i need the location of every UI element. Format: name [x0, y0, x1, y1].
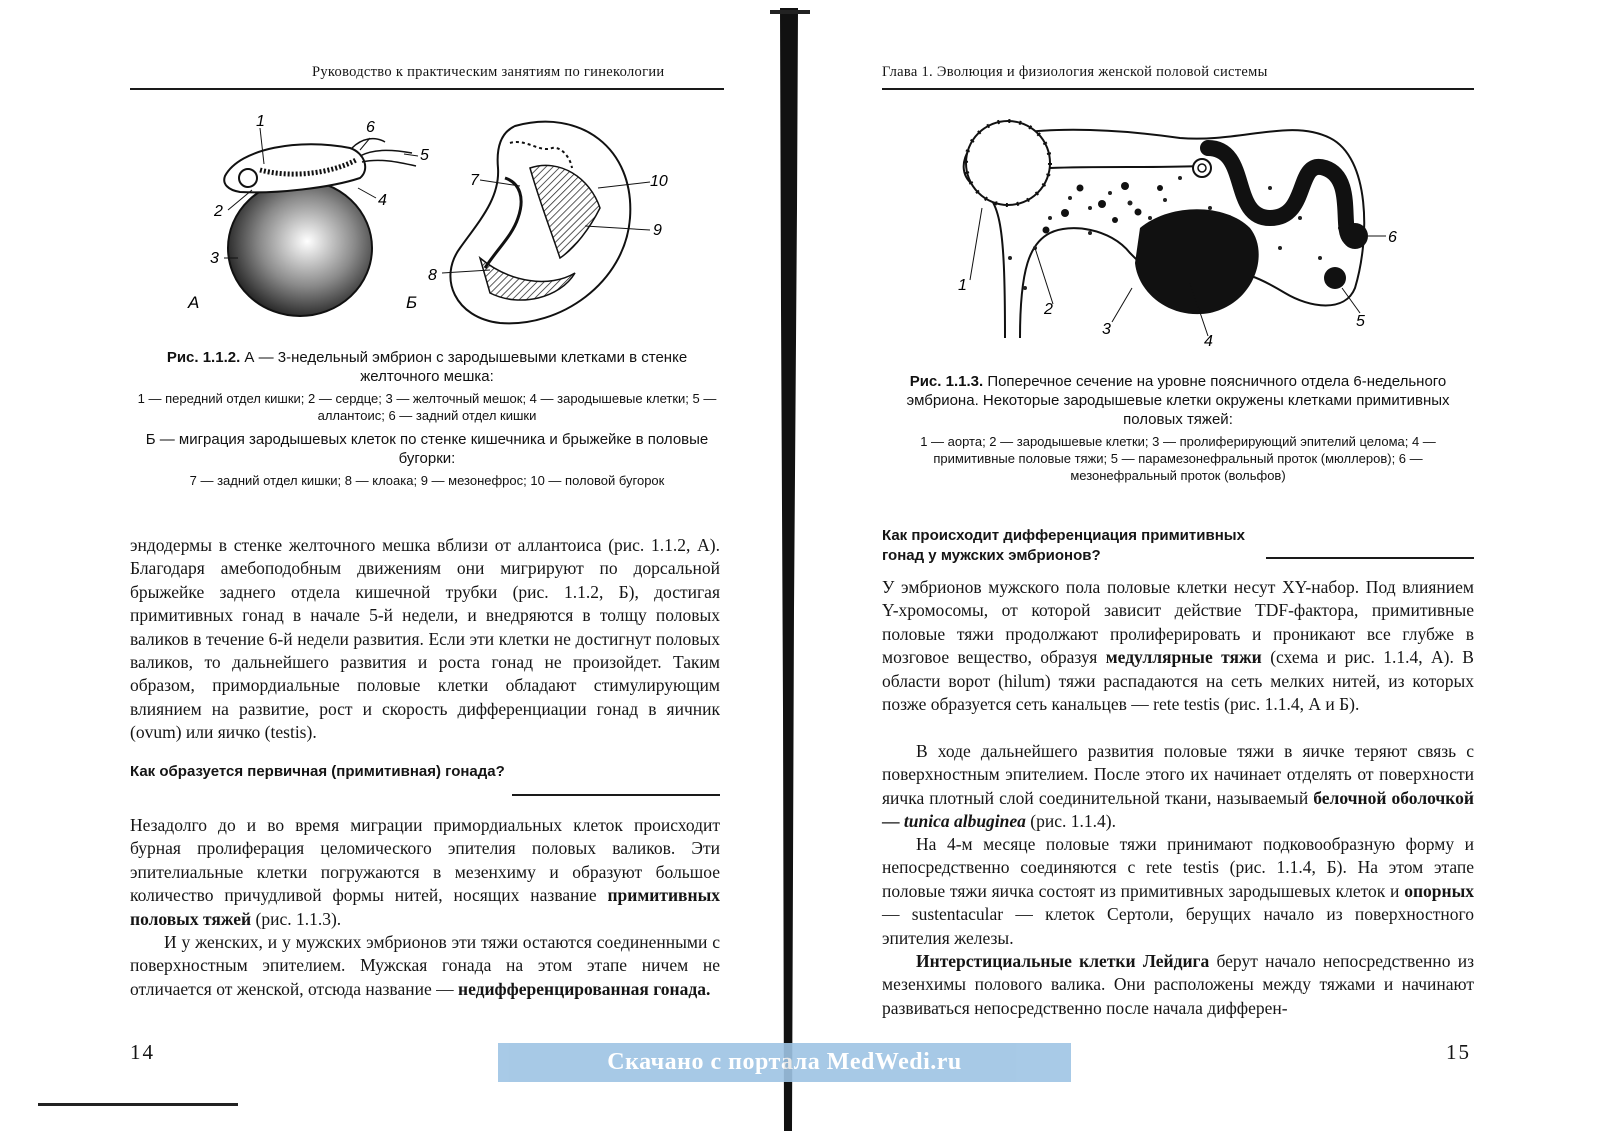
caption-legend: 1 — аорта; 2 — зародышевые клетки; 3 — пролиферирующий эпителий целома; 4 — примитивные половые тяжи; 5 — парамезонефральный проток (мюллеров); 6 — мезонефральный проток (вольфов): [920, 434, 1436, 483]
running-head-right: Глава 1. Эволюция и физиология женской половой системы: [882, 64, 1268, 80]
caption-b-legend: 7 — задний отдел кишки; 8 — клоака; 9 — мезонефрос; 10 — половой бугорок: [189, 473, 665, 488]
page-number-right: 15: [1446, 1040, 1471, 1064]
figure-caption-1-1-3: [882, 372, 1474, 490]
para1-term: медуллярные тяжи: [1105, 647, 1262, 668]
para2-term: белочной оболочкой —: [882, 787, 1474, 832]
embryo-illustration: [180, 108, 680, 333]
fig-c-num-3: 3: [1102, 321, 1111, 338]
left-page: [0, 0, 790, 1131]
page-number-left: 14: [130, 1040, 155, 1064]
fig-a-num-1: 1: [256, 113, 265, 130]
para1-text: У эмбрионов мужского пола половые клетки несут XY-набор. Под влиянием Y-хромосомы, от которой зависит действие TDF-фактора, примитивные половые тяжи продолжают пролиферировать и проникают все глубже в мозговое вещество, образуя: [882, 577, 1474, 668]
body-paragraph-3: [130, 931, 720, 1001]
fig-b-num-7: 7: [470, 172, 479, 189]
body-paragraph-1: [882, 576, 1474, 716]
scan-edge-mark-bottom: [38, 1103, 238, 1106]
heading-rule: [1266, 557, 1474, 559]
body-paragraph-2: [882, 740, 1474, 834]
cross-section-illustration: [950, 108, 1400, 348]
body-paragraph-2: [130, 814, 720, 931]
caption-b-main: Б — миграция зародышевых клеток по стенке кишечника и брыжейке в половые бугорки:: [145, 431, 709, 467]
para2-term: примитивных половых тяжей: [130, 885, 720, 929]
para2-ref: (рис. 1.1.4).: [1025, 811, 1116, 832]
para2-text: В ходе дальнейшего развития половые тяжи в яичке теряют связь с поверхностным эпителием. После этого их начинает отделять от поверхности яичка плотный слой соединительной ткани, называемый: [882, 741, 1474, 808]
fig-a-num-3: 3: [210, 250, 219, 267]
caption-main: Поперечное сечение на уровне поясничного отдела 6-недельного эмбриона. Некоторые зародышевые клетки окружены клетками примитивных половых тяжей:: [906, 373, 1450, 428]
fig-b-num-10: 10: [650, 173, 668, 190]
para4-term: Интерстициальные клетки Лейдига: [916, 951, 1210, 971]
caption-fig-number: Рис. 1.1.2.: [166, 349, 241, 366]
para2-text: Незадолго до и во время миграции примордиальных клеток происходит бурная пролиферация целомического эпителия половых валиков. Эти эпителиальные клетки погружаются в мезенхиму и образуют большое количество причудливой формы нитей, носящих название: [130, 815, 720, 906]
para4-text: берут начало непосредственно из мезенхимы полового валика. Они расположены между тяжами и начинают развиваться непосредственно после начала дифферен-: [882, 951, 1474, 1018]
book-spine: [778, 8, 800, 1131]
para1-ref: (схема и рис. 1.1.4, А). В области ворот (hilum) тяжи распадаются на сеть мелких нитей, из которых позже образуется сеть канальцев — rete testis (рис. 1.1.4, А и Б).: [882, 647, 1474, 715]
caption-a-legend: 1 — передний отдел кишки; 2 — сердце; 3 — желточный мешок; 4 — зародышевые клетки; 5 — аллантоис; 6 — задний отдел кишки: [137, 391, 717, 423]
fig-c-num-2: 2: [1044, 301, 1053, 318]
section-heading-right: Как происходит дифференциация примитивных гонад у мужских эмбрионов?: [882, 527, 1245, 564]
para3-text: И у женских, и у мужских эмбрионов эти тяжи остаются соединенными с поверхностным эпителием. Мужская гонада на этом этапе ничем не отличается от женской, отсюда название —: [130, 932, 720, 999]
figure-caption-1-1-2: [130, 348, 724, 495]
fig-a-num-4: 4: [378, 192, 387, 209]
body-paragraph-4: [882, 950, 1474, 1020]
fig-c-num-1: 1: [958, 277, 967, 294]
fig-c-num-6: 6: [1388, 229, 1397, 246]
fig-b-num-9: 9: [653, 222, 662, 239]
para3-term: опорных: [1404, 880, 1474, 901]
figure-1-1-3: [950, 108, 1400, 348]
running-head-left: Руководство к практическим занятиям по гинекологии: [312, 64, 665, 80]
header-rule: [882, 88, 1474, 90]
caption-fig-number: Рис. 1.1.3.: [909, 373, 984, 390]
right-page: [800, 0, 1600, 1131]
section-heading-left: Как образуется первичная (примитивная) гонада?: [130, 763, 505, 780]
body-paragraph-1: эндодермы в стенке желточного мешка вблизи от аллантоиса (рис. 1.1.2, А). Благодаря амебоподобным движениям они мигрируют по дорсальной брыжейке заднего отдела кишечной трубки (рис. 1.1.2, Б), достигая примитивных гонад в начале 5-й недели, и внедряются в толщу половых валиков в течение 6-й недели развития. Если эти клетки не достигнут половых валиков, то дальнейшего развития и роста гонад не произойдет. Таким образом, примордиальные половые клетки обладают стимулирующим влиянием на развитие, рост и скорость дифференциации гонад в яичник (ovum) или яичко (testis).: [130, 535, 720, 743]
caption-a-main: А — 3-недельный эмбрион с зародышевыми клетками в стенке желточного мешка:: [244, 349, 688, 385]
body-paragraph-3: [882, 833, 1474, 950]
fig-c-num-5: 5: [1356, 313, 1365, 330]
para3-term: недифференцированная гонада.: [457, 978, 711, 999]
para2-ref: (рис. 1.1.3).: [251, 908, 342, 929]
para3-rest: — sustentacular — клеток Сертоли, берущих начало из поверхностного эпителия железы.: [882, 904, 1474, 948]
watermark-banner: Скачано с портала MedWedi.ru: [498, 1043, 1071, 1082]
para3-text: На 4-м месяце половые тяжи принимают подковообразную форму и непосредственно соединяются с rete testis (рис. 1.1.4, Б). На этом этапе половые тяжи яичка состоят из примитивных зародышевых клеток и: [882, 834, 1474, 901]
fig-a-num-6: 6: [366, 119, 375, 136]
fig-panel-a-label: А: [188, 293, 200, 312]
fig-c-num-4: 4: [1204, 333, 1213, 348]
para2-latin: tunica albuginea: [903, 811, 1026, 832]
header-rule: [130, 88, 724, 90]
fig-b-num-8: 8: [428, 267, 437, 284]
fig-a-num-2: 2: [214, 203, 223, 220]
fig-panel-b-label: Б: [406, 293, 418, 312]
fig-a-num-5: 5: [420, 147, 429, 164]
heading-rule: [512, 794, 720, 796]
figure-1-1-2: [180, 108, 680, 333]
